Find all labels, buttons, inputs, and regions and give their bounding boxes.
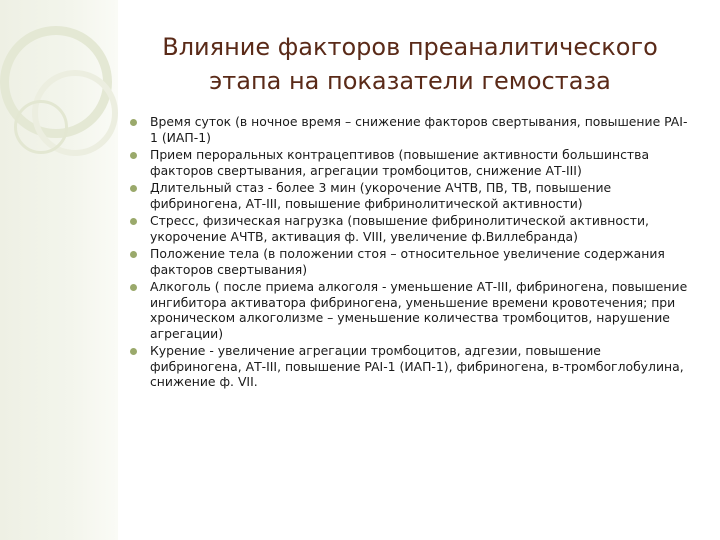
bullet-icon <box>130 348 137 355</box>
bullet-text: Время суток (в ночное время – снижение факторов свертывания, повышение PAI-1 (ИАП-1) <box>150 114 688 145</box>
bullet-text: Курение - увеличение агрегации тромбоцитов, адгезии, повышение фибриногена, АТ-III, повышение PAI-1 (ИАП-1), фибриногена, в-тромбоглобулина, снижение ф. VII. <box>150 343 684 389</box>
bullet-text: Прием пероральных контрацептивов (повышение активности большинства факторов свертывания, агрегации тромбоцитов, снижение АТ-III) <box>150 147 650 178</box>
bullet-icon <box>130 119 137 126</box>
bullet-text: Алкоголь ( после приема алкоголя - уменьшение АТ-III, фибриногена, повышение ингибитора активатора фибриногена, уменьшение времени кровотечения; при хроническом алкоголизме – уменьшение количества тромбоцитов, нарушение агрегации) <box>150 279 688 341</box>
bullet-text: Стресс, физическая нагрузка (повышение фибринолитической активности, укорочение АЧТВ, активация ф. VIII, увеличение ф.Виллебранда) <box>150 213 649 244</box>
list-item <box>130 180 690 211</box>
bullet-icon <box>130 218 137 225</box>
decorative-ring <box>14 100 68 154</box>
bullet-icon <box>130 251 137 258</box>
list-item <box>130 147 690 178</box>
slide-title <box>120 30 700 98</box>
bullet-icon <box>130 152 137 159</box>
bullet-icon <box>130 185 137 192</box>
list-item <box>130 246 690 277</box>
bullet-text: Положение тела (в положении стоя – относительное увеличение содержания факторов свертывания) <box>150 246 665 277</box>
list-item <box>130 114 690 145</box>
bullet-icon <box>130 284 137 291</box>
list-item <box>130 343 690 390</box>
list-item <box>130 279 690 341</box>
bullet-text: Длительный стаз - более 3 мин (укорочение АЧТВ, ПВ, ТВ, повышение фибриногена, АТ-III, повышение фибринолитической активности) <box>150 180 612 211</box>
list-item <box>130 213 690 244</box>
slide-title-line-1: Влияние факторов преаналитического <box>162 33 658 61</box>
slide-title-line-2: этапа на показатели гемостаза <box>209 67 611 95</box>
bullet-list <box>130 114 690 392</box>
